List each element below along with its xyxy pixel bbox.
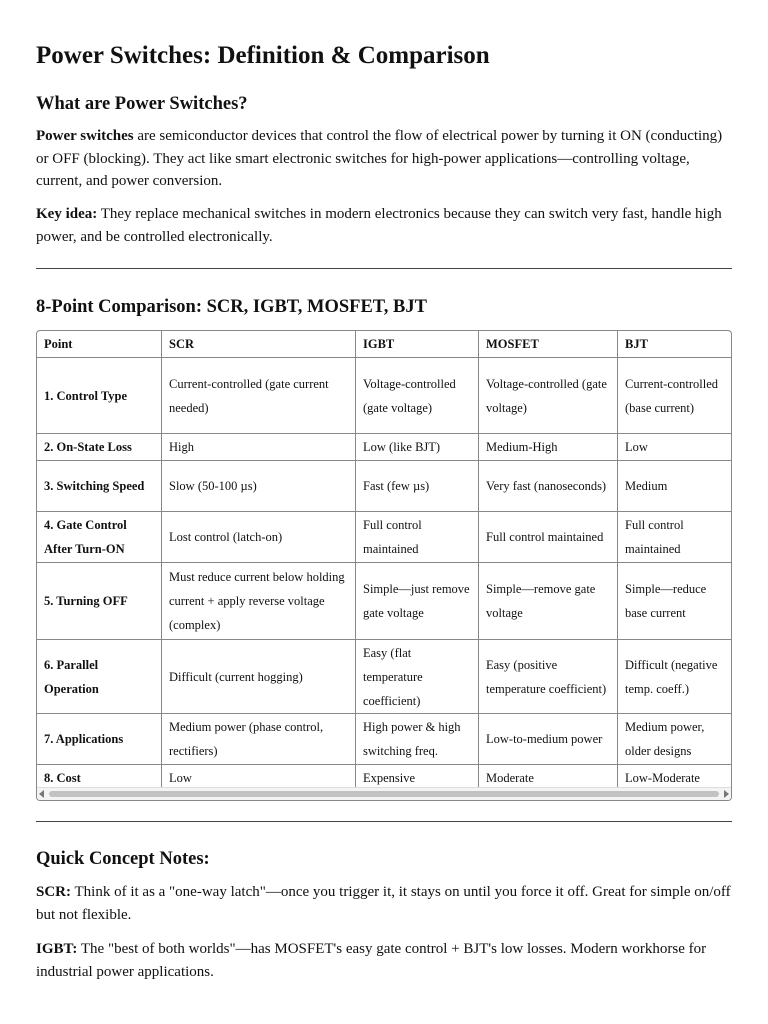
table-cell: Current-controlled (gate current needed) (162, 358, 356, 434)
table-cell: 1. Control Type (37, 358, 162, 434)
igbt-note-paragraph (36, 938, 736, 983)
table-cell: Low (162, 765, 356, 792)
table-cell: Medium power, older designs (618, 714, 733, 765)
igbt-note-label: IGBT: (36, 941, 78, 957)
column-header-scr: SCR (162, 331, 356, 358)
table-row (37, 512, 733, 563)
column-header-point: Point (37, 331, 162, 358)
table-cell: Medium-High (479, 434, 618, 461)
table-cell: High (162, 434, 356, 461)
table-cell: Simple—remove gate voltage (479, 563, 618, 640)
table-cell: Full control maintained (479, 512, 618, 563)
comparison-table (36, 330, 732, 792)
table-row (37, 434, 733, 461)
table-row (37, 563, 733, 640)
igbt-note-text: The "best of both worlds"—has MOSFET's easy gate control + BJT's low losses. Modern workhorse for industrial power applications. (36, 941, 707, 980)
page-title: Power Switches: Definition & Comparison (36, 42, 490, 69)
table-cell: Voltage-controlled (gate voltage) (356, 358, 479, 434)
column-header-igbt: IGBT (356, 331, 479, 358)
table-cell: Low-Moderate (618, 765, 733, 792)
table-cell: Medium power (phase control, rectifiers) (162, 714, 356, 765)
comparison-table-scroll-container[interactable] (36, 330, 732, 801)
table-cell: 5. Turning OFF (37, 563, 162, 640)
table-cell: Very fast (nanoseconds) (479, 461, 618, 512)
scr-note-label: SCR: (36, 884, 72, 900)
table-cell: 8. Cost (37, 765, 162, 792)
definition-text: are semiconductor devices that control the flow of electrical power by turning it ON (conducting) or OFF (blocking). They act like smart electronic switches for high-power applications—controlling voltage, current, and power conversion. (36, 128, 723, 189)
scroll-right-arrow-icon[interactable] (724, 790, 729, 798)
table-cell: Current-controlled (base current) (618, 358, 733, 434)
table-cell: Full control maintained (618, 512, 733, 563)
table-cell: Slow (50-100 µs) (162, 461, 356, 512)
table-row (37, 358, 733, 434)
table-cell: Simple—reduce base current (618, 563, 733, 640)
key-idea-paragraph (36, 203, 736, 248)
table-cell: Difficult (current hogging) (162, 640, 356, 714)
table-cell: Low (like BJT) (356, 434, 479, 461)
table-cell: Voltage-controlled (gate voltage) (479, 358, 618, 434)
table-cell: Full control maintained (356, 512, 479, 563)
table-cell: Must reduce current below holding current + apply reverse voltage (complex) (162, 563, 356, 640)
key-idea-label: Key idea: (36, 206, 98, 222)
divider (36, 268, 732, 269)
table-row (37, 714, 733, 765)
table-cell: Lost control (latch-on) (162, 512, 356, 563)
table-cell: 7. Applications (37, 714, 162, 765)
scr-note-paragraph (36, 881, 736, 926)
table-cell: High power & high switching freq. (356, 714, 479, 765)
table-cell: Low-to-medium power (479, 714, 618, 765)
scrollbar-thumb[interactable] (49, 791, 719, 797)
table-cell: Expensive (356, 765, 479, 792)
table-cell: 3. Switching Speed (37, 461, 162, 512)
scr-note-text: Think of it as a "one-way latch"—once you trigger it, it stays on until you force it off. Great for simple on/off but not flexible. (36, 884, 731, 923)
table-cell: 2. On-State Loss (37, 434, 162, 461)
column-header-bjt: BJT (618, 331, 733, 358)
key-idea-text: They replace mechanical switches in modern electronics because they can switch very fast, handle high power, and be controlled electronically. (36, 206, 722, 245)
table-cell: Easy (positive temperature coefficient) (479, 640, 618, 714)
table-cell: Easy (flat temperature coefficient) (356, 640, 479, 714)
section-heading-definition: What are Power Switches? (36, 94, 248, 114)
column-header-mosfet: MOSFET (479, 331, 618, 358)
table-cell: Moderate (479, 765, 618, 792)
divider (36, 821, 732, 822)
table-header-row (37, 331, 733, 358)
table-cell: 4. Gate Control After Turn-ON (37, 512, 162, 563)
definition-paragraph (36, 125, 736, 193)
table-cell: Low (618, 434, 733, 461)
table-cell: Medium (618, 461, 733, 512)
table-row (37, 640, 733, 714)
horizontal-scrollbar[interactable] (37, 787, 731, 800)
table-cell: 6. Parallel Operation (37, 640, 162, 714)
section-heading-comparison: 8-Point Comparison: SCR, IGBT, MOSFET, BJT (36, 297, 427, 317)
table-cell: Fast (few µs) (356, 461, 479, 512)
section-heading-notes: Quick Concept Notes: (36, 849, 210, 869)
table-cell: Simple—just remove gate voltage (356, 563, 479, 640)
table-cell: Difficult (negative temp. coeff.) (618, 640, 733, 714)
term-power-switches: Power switches (36, 128, 134, 144)
table-row (37, 461, 733, 512)
scroll-left-arrow-icon[interactable] (39, 790, 44, 798)
